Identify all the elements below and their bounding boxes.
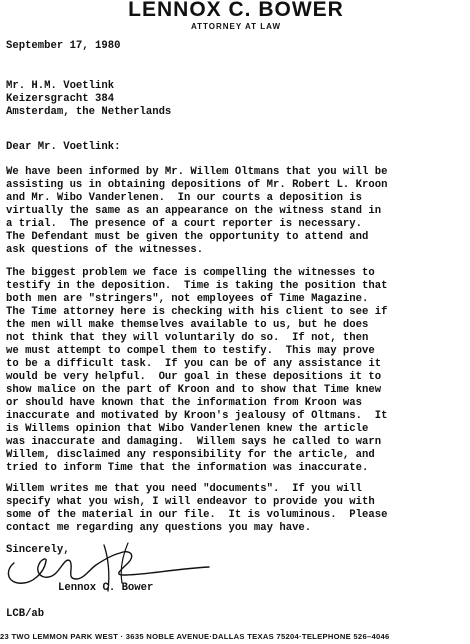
letterhead-footer: 2​3 TWO LEMMON PARK WEST · 3635 NOBLE AVENUE·DALLAS TEXAS 75204·TELEPHONE 526–4046 bbox=[0, 632, 390, 641]
body-paragraph-2: The biggest problem we face is compelling the witnesses to testify in the deposition. Time is taking the position that both men are "stringers", not employees of Time Magazine. The Time attorney here is checking with his client to see if the men will make themselves available to us, but he does not think that they will voluntarily do so. If not, then we must attempt to compel them to testify. This may prove to be a difficult task. If you can be of any assistance it would be very helpful. Our goal in these depositions it to show malice on the part of Kroon and to show that Time knew or should have known that the information from Kroon was inaccurate and motivated by Kroon's jealousy of Oltmans. It is Willems opinion that Wibo Vanderlenen knew the article was inaccurate and damaging. Willem says he called to warn Willem, disclaimed any responsibility for the article, and tried to inform Time that the information was inaccurate. bbox=[6, 267, 388, 474]
salutation: Dear Mr. Voetlink: bbox=[6, 141, 121, 153]
signer-name: Lennox C. Bower bbox=[58, 582, 154, 594]
recipient-city: Amsterdam, the Netherlands bbox=[6, 106, 172, 118]
letterhead-name: LENNOX C. BOWER bbox=[128, 0, 344, 21]
letter-date: September 17, 1980 bbox=[6, 40, 121, 52]
typist-initials: LCB/ab bbox=[6, 608, 45, 620]
closing: Sincerely, bbox=[6, 544, 70, 556]
recipient-street: Keizersgracht 384 bbox=[6, 93, 115, 105]
body-paragraph-1: We have been informed by Mr. Willem Oltmans that you will be assisting us in obtaining depositions of Mr. Robert L. Kroon and Mr. Wibo Vanderlenen. In our courts a deposition is virtually the same as an appearance on the witness stand in a trial. The presence of a court reporter is necessary. The Defendant must be given the opportunity to attend and ask questions of the witnesses. bbox=[6, 166, 388, 256]
recipient-address bbox=[6, 80, 468, 119]
letterhead-title: ATTORNEY AT LAW bbox=[190, 22, 282, 31]
body-paragraph-3: Willem writes me that you need "documents". If you will specify what you wish, I will endeavor to provide you with some of the material in our file. It is voluminous. Please contact me regarding any questions you may have. bbox=[6, 483, 388, 534]
recipient-name: Mr. H.M. Voetlink bbox=[6, 80, 115, 92]
